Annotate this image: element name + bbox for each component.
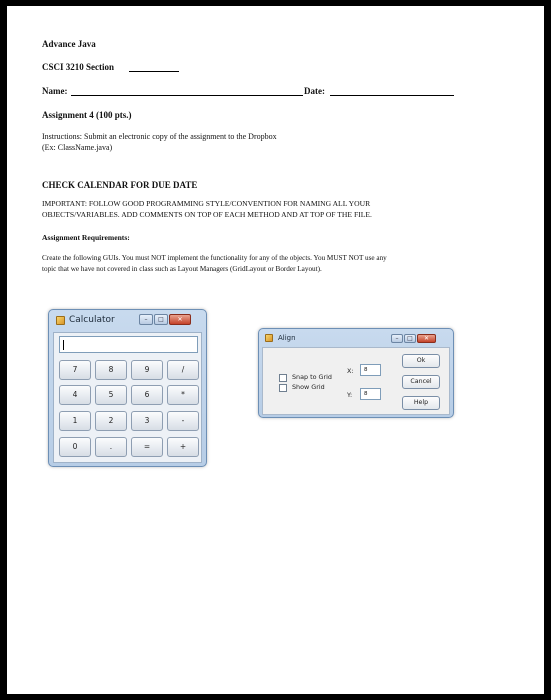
align-window [258,328,454,418]
java-app-icon [265,334,273,342]
calculator-display[interactable] [59,336,198,353]
instructions-line2: (Ex: ClassName.java) [42,143,113,152]
calculator-title: Calculator [69,315,115,325]
maximize-icon[interactable]: □ [404,334,416,343]
name-underline [71,95,303,96]
requirements-line1: Create the following GUIs. You must NOT implement the functionality for any of the objects. You MUST NOT use any [42,254,387,262]
snap-to-grid-checkbox[interactable] [279,374,287,382]
key-5[interactable]: 5 [95,385,127,405]
minimize-icon[interactable]: – [391,334,403,343]
key-4[interactable]: 4 [59,385,91,405]
help-button[interactable]: Help [402,396,440,410]
x-label: X: [347,367,354,375]
java-app-icon [56,316,65,325]
instructions-line1: Instructions: Submit an electronic copy of the assignment to the Dropbox [42,132,277,141]
calculator-client-area [53,332,202,463]
date-underline [330,95,454,96]
key-3[interactable]: 3 [131,411,163,431]
align-title: Align [278,334,296,342]
date-label: Date: [304,86,325,96]
show-grid-label: Show Grid [292,383,325,391]
minimize-icon[interactable]: – [139,314,153,325]
key-subtract[interactable]: - [167,411,199,431]
close-icon[interactable]: ✕ [417,334,436,343]
requirements-line2: topic that we have not covered in class such as Layout Managers (GridLayout or Border Layout). [42,265,322,273]
section-label: CSCI 3210 Section [42,62,115,72]
align-client-area [262,347,450,415]
maximize-icon[interactable]: □ [154,314,168,325]
calculator-window [48,309,207,467]
important-line1: IMPORTANT: FOLLOW GOOD PROGRAMMING STYLE/CONVENTION FOR NAMING ALL YOUR [42,199,371,208]
assignment-title: Assignment 4 (100 pts.) [42,110,132,120]
due-date-heading: CHECK CALENDAR FOR DUE DATE [42,180,198,190]
key-divide[interactable]: / [167,360,199,380]
key-9[interactable]: 9 [131,360,163,380]
y-field[interactable]: 8 [360,388,381,400]
key-0[interactable]: 0 [59,437,91,457]
key-7[interactable]: 7 [59,360,91,380]
key-decimal[interactable]: . [95,437,127,457]
section-underline [129,71,179,72]
name-label: Name: [42,86,68,96]
cancel-button[interactable]: Cancel [402,375,440,389]
calculator-titlebar [49,310,206,330]
y-label: Y: [347,391,353,399]
x-field[interactable]: 8 [360,364,381,376]
close-icon[interactable]: ✕ [169,314,191,325]
key-6[interactable]: 6 [131,385,163,405]
requirements-heading: Assignment Requirements: [42,233,130,242]
key-equals[interactable]: = [131,437,163,457]
key-1[interactable]: 1 [59,411,91,431]
key-multiply[interactable]: * [167,385,199,405]
key-add[interactable]: + [167,437,199,457]
document-page [7,6,544,694]
show-grid-checkbox[interactable] [279,384,287,392]
important-line2: OBJECTS/VARIABLES. ADD COMMENTS ON TOP OF EACH METHOD AND AT TOP OF THE FILE. [42,210,372,219]
ok-button[interactable]: Ok [402,354,440,368]
key-2[interactable]: 2 [95,411,127,431]
align-titlebar [259,329,453,349]
course-title: Advance Java [42,39,96,49]
snap-to-grid-label: Snap to Grid [292,373,332,381]
text-caret [63,340,64,350]
key-8[interactable]: 8 [95,360,127,380]
